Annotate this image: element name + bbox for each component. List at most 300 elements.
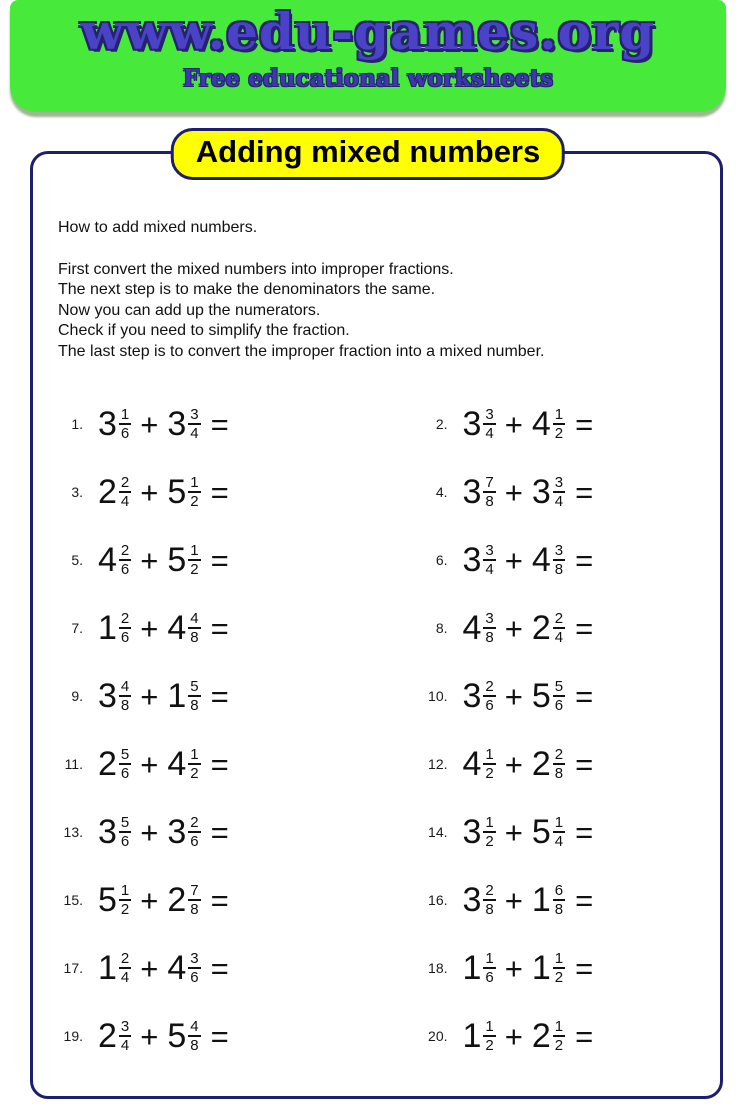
mixed-number-1 [463,543,496,577]
numerator-1: 1 [485,814,494,831]
fraction-2 [553,951,565,985]
problem-number: 11. [64,756,83,772]
denominator-1: 4 [120,969,130,986]
fraction-1 [483,1019,495,1053]
mixed-number-1 [98,747,131,781]
equals-sign: = [575,1018,594,1054]
denominator-2: 2 [554,1037,564,1054]
plus-sign: + [140,406,159,442]
fraction-1 [119,815,131,849]
problem-number: 17. [63,960,83,976]
mixed-number-1 [98,951,131,985]
whole-number-2: 3 [167,405,187,443]
denominator-1: 4 [485,561,494,578]
mixed-number-2 [167,543,200,577]
mixed-number-2 [167,611,200,645]
fraction-2 [553,815,565,849]
denominator-1: 2 [485,833,494,850]
plus-sign: + [140,746,159,782]
problem-row [377,594,721,662]
fraction-1 [483,747,495,781]
mixed-number-1 [463,951,496,985]
numerator-1: 7 [485,474,494,491]
mixed-number-2 [167,951,200,985]
denominator-2: 4 [554,629,564,646]
denominator-1: 2 [485,1037,494,1054]
equals-sign: = [575,474,594,510]
problem-number: 7. [71,620,83,636]
whole-number-1: 3 [462,541,482,579]
whole-number-2: 4 [531,405,551,443]
problem-number: 18. [428,960,448,976]
problem-row [377,458,721,526]
problem-row [377,934,721,1002]
equals-sign: = [210,406,229,442]
numerator-1: 4 [120,678,130,695]
numerator-1: 1 [485,746,494,763]
mixed-number-2 [532,407,565,441]
whole-number-1: 2 [98,473,117,511]
numerator-1: 2 [120,542,130,559]
whole-number-2: 5 [531,677,551,715]
plus-sign: + [140,950,159,986]
site-banner [10,0,726,112]
denominator-1: 2 [485,765,494,782]
whole-number-1: 4 [462,745,482,783]
mixed-number-1 [463,815,496,849]
whole-number-1: 3 [98,405,117,443]
numerator-1: 1 [485,950,494,967]
plus-sign: + [504,610,523,646]
whole-number-1: 1 [98,609,117,647]
site-subtitle: Free educational worksheets [182,65,554,92]
whole-number-2: 5 [167,473,187,511]
problem-row [33,1002,377,1070]
worksheet-title-badge [171,128,565,180]
problem-expression [98,679,229,713]
numerator-2: 1 [190,746,199,763]
plus-sign: + [140,814,159,850]
equals-sign: = [210,1018,229,1054]
fraction-2 [553,407,565,441]
whole-number-2: 5 [167,1017,187,1055]
problem-row [377,798,721,866]
numerator-2: 7 [190,882,199,899]
instructions [58,218,700,362]
mixed-number-2 [167,407,200,441]
problem-expression [463,679,594,713]
numerator-1: 5 [120,746,130,763]
numerator-1: 2 [485,678,494,695]
equals-sign: = [575,610,594,646]
instructions-heading: How to add mixed numbers. [58,219,258,236]
denominator-1: 8 [485,493,494,510]
problem-row [377,1002,721,1070]
problem-row [33,390,377,458]
whole-number-1: 5 [98,881,117,919]
problem-expression [463,407,594,441]
mixed-number-2 [532,747,565,781]
whole-number-2: 2 [531,745,551,783]
problem-expression [98,747,229,781]
problem-number: 12. [428,756,448,772]
denominator-2: 8 [554,561,564,578]
plus-sign: + [504,1018,523,1054]
mixed-number-1 [98,679,131,713]
denominator-2: 8 [190,697,199,714]
denominator-1: 4 [120,1037,130,1054]
numerator-1: 3 [120,1018,130,1035]
worksheet-box [30,151,723,1099]
denominator-1: 6 [120,765,130,782]
numerator-1: 2 [485,882,494,899]
mixed-number-1 [463,611,496,645]
fraction-2 [188,883,200,917]
problem-number: 6. [435,552,448,568]
mixed-number-2 [532,1019,565,1053]
mixed-number-2 [167,883,200,917]
equals-sign: = [210,950,229,986]
numerator-1: 2 [120,610,130,627]
numerator-2: 1 [554,950,564,967]
worksheet-title: Adding mixed numbers [195,134,541,169]
whole-number-1: 3 [462,881,482,919]
fraction-1 [119,883,131,917]
whole-number-2: 4 [167,745,187,783]
plus-sign: + [140,610,159,646]
problem-row [377,390,721,458]
numerator-2: 6 [554,882,564,899]
denominator-2: 2 [190,765,199,782]
denominator-2: 2 [554,969,564,986]
instruction-step: The last step is to convert the improper fraction into a mixed number. [58,342,545,360]
whole-number-2: 5 [167,541,187,579]
whole-number-2: 3 [167,813,187,851]
whole-number-1: 3 [462,405,482,443]
problem-number: 5. [71,552,83,568]
numerator-2: 1 [190,474,199,491]
mixed-number-2 [532,883,565,917]
fraction-2 [188,407,200,441]
denominator-2: 4 [554,493,564,510]
problem-row [33,934,377,1002]
numerator-2: 3 [554,474,564,491]
fraction-1 [119,747,131,781]
mixed-number-2 [532,543,565,577]
fraction-1 [119,543,131,577]
whole-number-2: 5 [531,813,551,851]
numerator-2: 2 [554,746,564,763]
equals-sign: = [575,882,594,918]
denominator-2: 4 [190,425,199,442]
numerator-1: 3 [485,610,494,627]
fraction-2 [553,475,565,509]
problem-row [377,662,721,730]
numerator-2: 2 [554,610,564,627]
fraction-2 [553,883,565,917]
numerator-1: 2 [120,474,130,491]
problem-row [33,798,377,866]
plus-sign: + [504,406,523,442]
fraction-2 [553,679,565,713]
problem-number: 15. [63,892,83,908]
problem-expression [98,883,229,917]
numerator-1: 3 [485,406,494,423]
denominator-1: 8 [120,697,130,714]
fraction-1 [119,407,131,441]
denominator-1: 6 [120,425,130,442]
denominator-2: 2 [190,561,199,578]
numerator-2: 4 [190,1018,199,1035]
mixed-number-1 [98,1019,131,1053]
plus-sign: + [504,474,523,510]
denominator-1: 6 [120,833,130,850]
equals-sign: = [210,678,229,714]
problem-row [33,458,377,526]
problem-expression [98,951,229,985]
fraction-1 [119,1019,131,1053]
problem-expression [98,475,229,509]
whole-number-1: 1 [98,949,117,987]
fraction-1 [483,679,495,713]
plus-sign: + [504,882,523,918]
problem-number: 8. [435,620,448,636]
numerator-1: 1 [120,406,130,423]
instruction-step: Check if you need to simplify the fraction. [58,322,350,339]
problem-row [377,526,721,594]
denominator-2: 6 [190,969,199,986]
problem-number: 16. [428,892,448,908]
plus-sign: + [504,542,523,578]
denominator-2: 2 [554,425,564,442]
fraction-1 [483,883,495,917]
whole-number-1: 4 [98,541,117,579]
mixed-number-1 [463,747,496,781]
whole-number-2: 4 [167,949,187,987]
denominator-1: 4 [485,425,494,442]
whole-number-1: 3 [98,677,117,715]
whole-number-2: 1 [531,881,551,919]
mixed-number-2 [532,475,565,509]
plus-sign: + [140,678,159,714]
fraction-1 [483,475,495,509]
numerator-2: 1 [554,814,564,831]
problems-grid [33,390,720,1070]
mixed-number-1 [98,475,131,509]
whole-number-1: 3 [462,677,482,715]
denominator-2: 8 [190,901,199,918]
problem-expression [98,1019,229,1053]
problem-expression [98,407,229,441]
numerator-2: 5 [554,678,564,695]
fraction-1 [483,951,495,985]
fraction-1 [483,543,495,577]
problem-number: 10. [428,688,448,704]
mixed-number-1 [463,883,496,917]
denominator-2: 2 [190,493,199,510]
fraction-2 [188,951,200,985]
equals-sign: = [210,746,229,782]
whole-number-1: 3 [98,813,117,851]
fraction-1 [119,679,131,713]
problem-row [33,594,377,662]
fraction-2 [553,611,565,645]
fraction-1 [483,407,495,441]
problem-row [33,730,377,798]
problem-expression [98,815,229,849]
whole-number-1: 3 [462,813,482,851]
whole-number-1: 4 [462,609,482,647]
problem-number: 19. [63,1028,83,1044]
whole-number-2: 2 [531,1017,551,1055]
fraction-2 [553,1019,565,1053]
denominator-1: 6 [485,969,494,986]
fraction-1 [119,951,131,985]
equals-sign: = [210,814,229,850]
numerator-2: 3 [554,542,564,559]
fraction-2 [553,543,565,577]
problem-number: 2. [435,416,448,432]
numerator-2: 2 [190,814,199,831]
numerator-1: 1 [120,882,130,899]
fraction-2 [188,815,200,849]
whole-number-2: 4 [167,609,187,647]
problem-expression [463,747,594,781]
mixed-number-2 [167,475,200,509]
denominator-1: 6 [485,697,494,714]
mixed-number-2 [167,679,200,713]
problem-expression [463,475,594,509]
mixed-number-2 [532,815,565,849]
site-title: www.edu-games.org [80,2,656,61]
fraction-1 [119,611,131,645]
numerator-1: 3 [485,542,494,559]
problem-expression [463,543,594,577]
numerator-2: 1 [554,406,564,423]
denominator-2: 8 [190,1037,199,1054]
problem-expression [463,951,594,985]
whole-number-1: 2 [98,745,117,783]
mixed-number-2 [532,679,565,713]
equals-sign: = [575,814,594,850]
numerator-1: 2 [120,950,130,967]
equals-sign: = [575,406,594,442]
equals-sign: = [575,542,594,578]
numerator-2: 5 [190,678,199,695]
mixed-number-1 [98,407,131,441]
problem-row [33,866,377,934]
numerator-2: 4 [190,610,199,627]
whole-number-2: 4 [531,541,551,579]
denominator-1: 2 [120,901,130,918]
mixed-number-2 [167,815,200,849]
whole-number-1: 1 [462,949,482,987]
numerator-1: 1 [485,1018,494,1035]
whole-number-1: 1 [462,1017,482,1055]
mixed-number-1 [98,611,131,645]
plus-sign: + [140,882,159,918]
problem-row [33,526,377,594]
denominator-1: 8 [485,901,494,918]
fraction-1 [483,611,495,645]
fraction-2 [188,611,200,645]
denominator-2: 8 [554,765,564,782]
plus-sign: + [504,814,523,850]
fraction-1 [119,475,131,509]
problem-number: 14. [428,824,448,840]
problem-number: 3. [71,484,83,500]
denominator-2: 8 [190,629,199,646]
fraction-1 [483,815,495,849]
problem-expression [463,611,594,645]
problem-row [33,662,377,730]
denominator-1: 6 [120,629,130,646]
denominator-2: 6 [190,833,199,850]
problem-number: 4. [435,484,448,500]
fraction-2 [188,475,200,509]
problem-number: 1. [71,416,83,432]
equals-sign: = [210,542,229,578]
whole-number-1: 3 [462,473,482,511]
denominator-2: 8 [554,901,564,918]
equals-sign: = [210,610,229,646]
denominator-1: 4 [120,493,130,510]
equals-sign: = [575,950,594,986]
problem-expression [463,1019,594,1053]
problem-expression [98,611,229,645]
instruction-step: First convert the mixed numbers into improper fractions. [58,260,454,278]
mixed-number-2 [532,951,565,985]
plus-sign: + [504,950,523,986]
equals-sign: = [210,882,229,918]
fraction-2 [553,747,565,781]
problem-number: 20. [428,1028,448,1044]
problem-row [377,730,721,798]
problem-expression [98,543,229,577]
fraction-2 [188,543,200,577]
whole-number-2: 1 [531,949,551,987]
whole-number-2: 2 [167,881,187,919]
plus-sign: + [140,1018,159,1054]
whole-number-2: 2 [531,609,551,647]
fraction-2 [188,679,200,713]
problem-expression [463,883,594,917]
equals-sign: = [210,474,229,510]
plus-sign: + [140,542,159,578]
denominator-1: 8 [485,629,494,646]
mixed-number-1 [98,815,131,849]
mixed-number-2 [167,1019,200,1053]
plus-sign: + [504,746,523,782]
mixed-number-1 [98,883,131,917]
numerator-2: 3 [190,406,199,423]
problem-expression [463,815,594,849]
mixed-number-1 [463,407,496,441]
instruction-step: Now you can add up the numerators. [58,301,321,319]
whole-number-2: 1 [167,677,187,715]
denominator-2: 4 [554,833,564,850]
whole-number-1: 2 [98,1017,117,1055]
numerator-2: 1 [190,542,199,559]
mixed-number-1 [98,543,131,577]
mixed-number-1 [463,475,496,509]
numerator-2: 3 [190,950,199,967]
instruction-step: The next step is to make the denominators the same. [58,281,436,298]
mixed-number-2 [532,611,565,645]
equals-sign: = [575,678,594,714]
plus-sign: + [504,678,523,714]
whole-number-2: 3 [531,473,551,511]
